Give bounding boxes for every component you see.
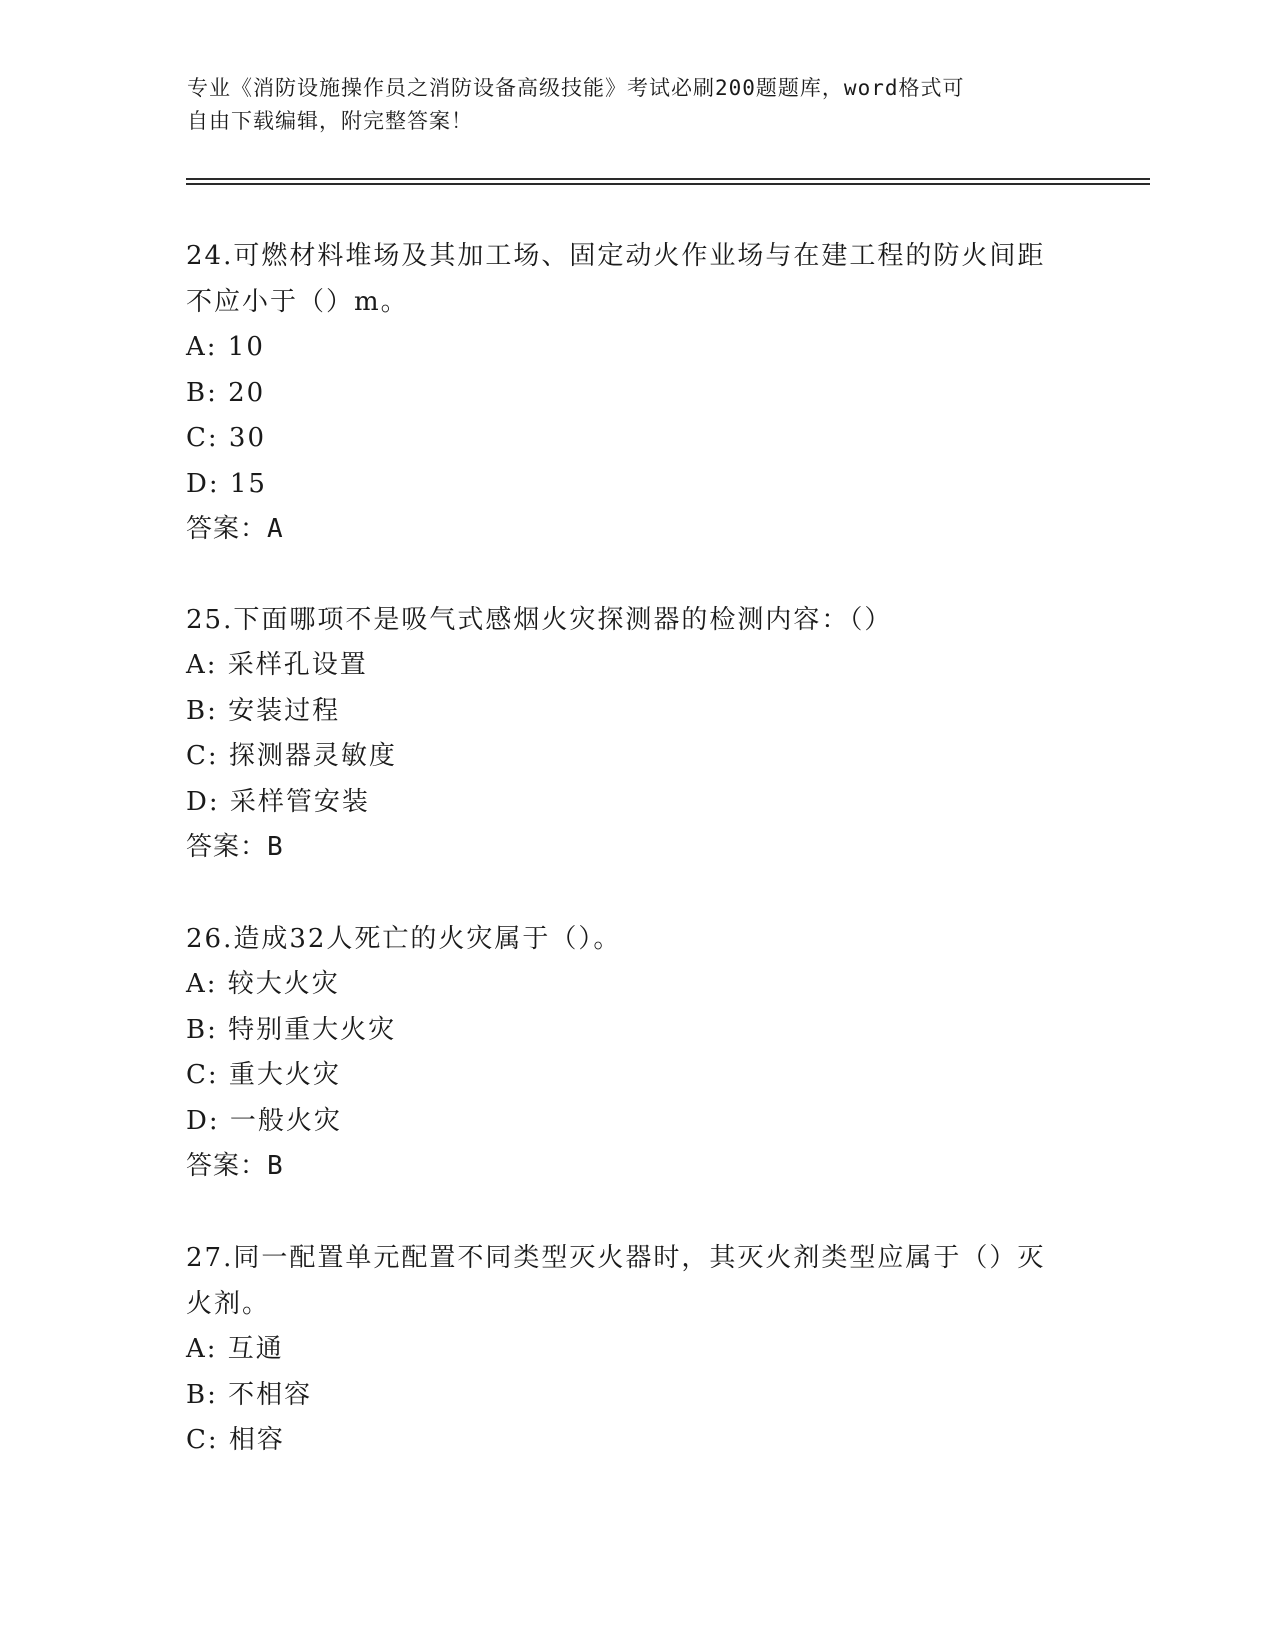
question-26 (186, 916, 1076, 1189)
option-b: B: 20 (186, 377, 266, 408)
question-stem: 24.可燃材料堆场及其加工场、固定动火作业场与在建工程的防火间距 (186, 241, 1046, 271)
option-c: C: 重大火灾 (186, 1060, 341, 1090)
option-d: D: 一般火灾 (186, 1105, 342, 1136)
header-divider-bottom (186, 183, 1150, 185)
option-b: B: 特别重大火灾 (186, 1014, 397, 1045)
option-d: D: 采样管安装 (186, 786, 370, 817)
option-b: B: 不相容 (186, 1379, 313, 1410)
answer: 答案：B (186, 1151, 284, 1181)
question-24 (186, 233, 1076, 552)
option-c: C: 探测器灵敏度 (186, 741, 397, 771)
option-c: C: 30 (186, 423, 267, 453)
option-d: D: 15 (186, 468, 267, 499)
question-stem: 26.造成32人死亡的火灾属于（）。 (186, 924, 622, 954)
question-stem-continued: 火剂。 (186, 1289, 271, 1319)
option-a: A: 采样孔设置 (186, 650, 368, 680)
question-stem-continued: 不应小于（）m。 (186, 287, 409, 317)
answer: 答案：A (186, 514, 284, 544)
option-a: A: 10 (186, 332, 265, 362)
question-stem: 27.同一配置单元配置不同类型灭火器时，其灭火剂类型应属于（）灭 (186, 1243, 1046, 1273)
header-divider-top (186, 178, 1150, 180)
option-a: A: 较大火灾 (186, 969, 340, 999)
option-c: C: 相容 (186, 1425, 285, 1455)
option-a: A: 互通 (186, 1334, 284, 1364)
question-stem: 25.下面哪项不是吸气式感烟火灾探测器的检测内容：（） (186, 605, 893, 635)
option-b: B: 安装过程 (186, 695, 341, 726)
question-27 (186, 1235, 1076, 1464)
header-line-2: 自由下载编辑，附完整答案！ (187, 109, 473, 133)
header-line-1: 专业《消防设施操作员之消防设备高级技能》考试必刷200题题库，word格式可 (187, 76, 965, 100)
question-25 (186, 597, 1076, 870)
answer: 答案：B (186, 832, 284, 862)
document-header (187, 72, 1067, 138)
